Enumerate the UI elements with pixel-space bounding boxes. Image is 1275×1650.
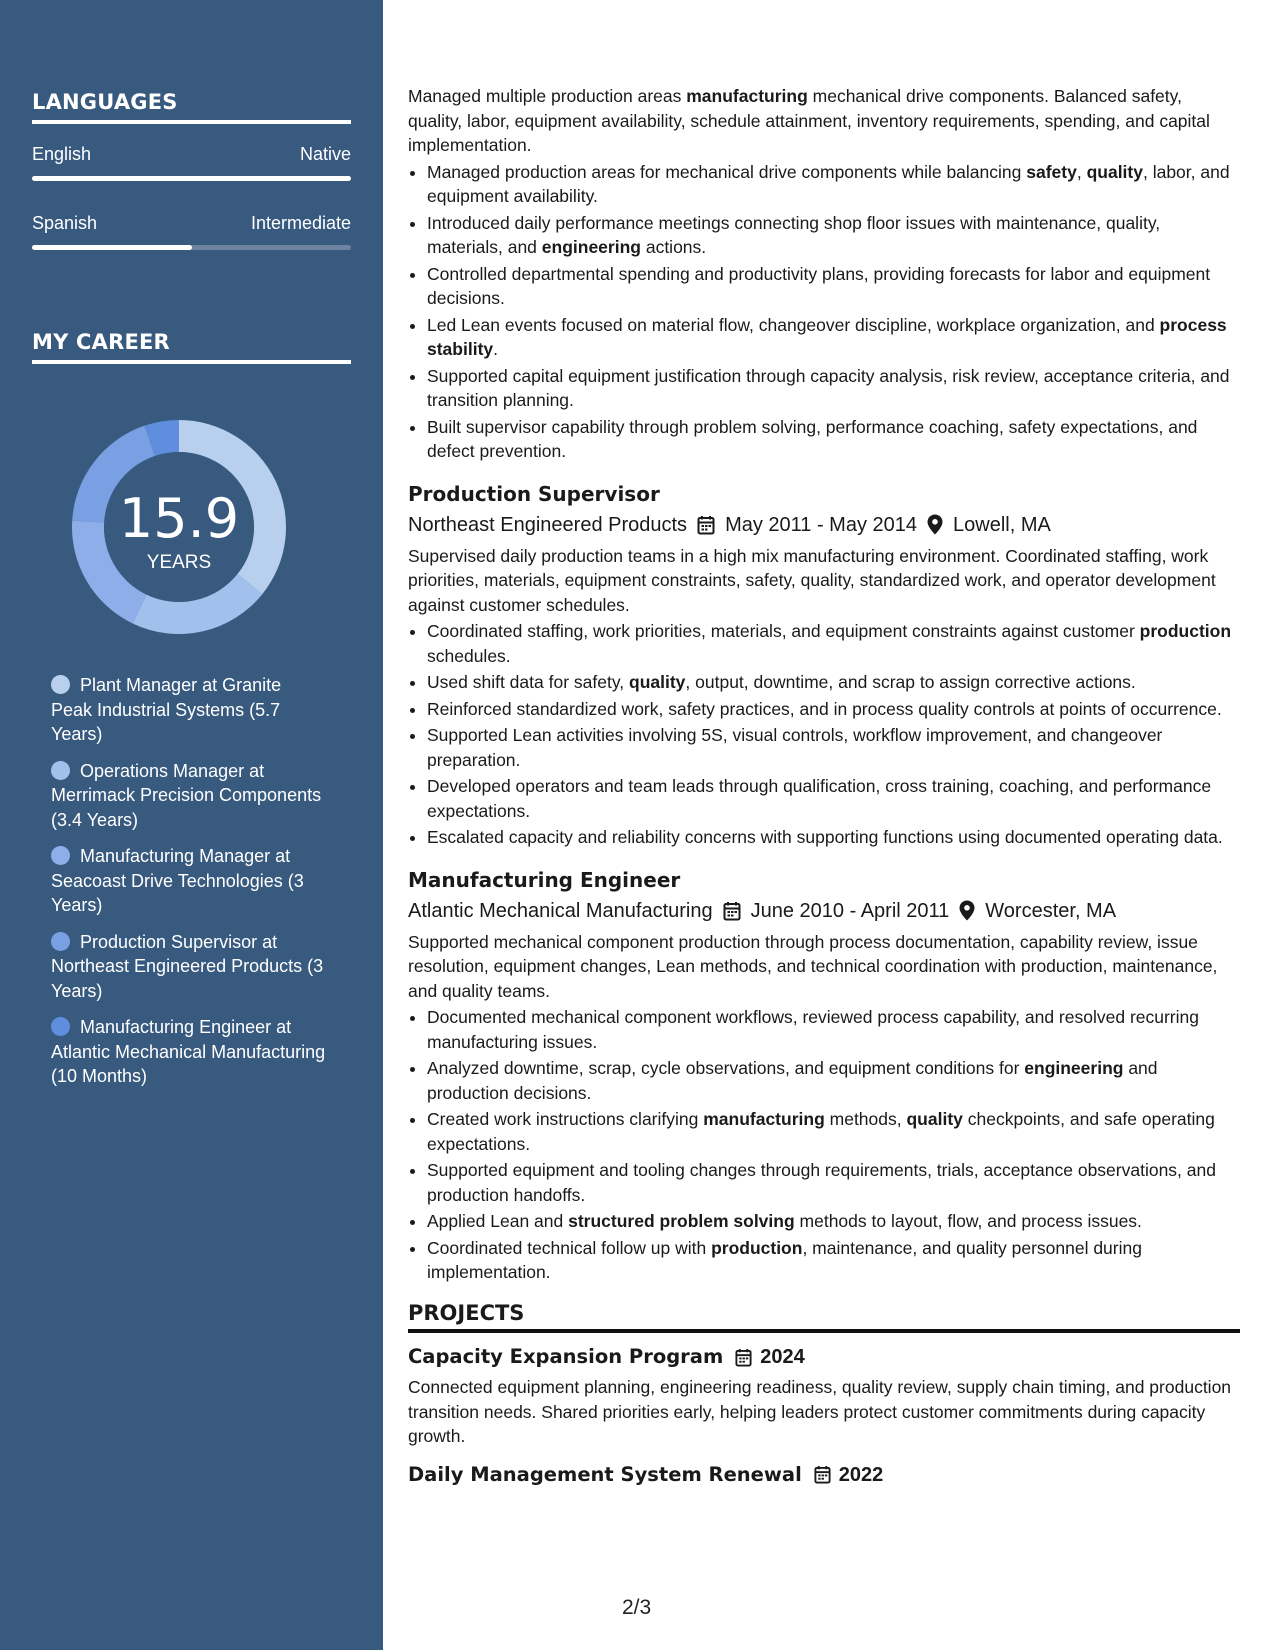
job-entry-production-supervisor bbox=[408, 480, 1240, 850]
bullet-item: • Controlled departmental spending and productivity plans, providing forecasts for labor and equipment decisions. bbox=[427, 262, 1240, 311]
sidebar bbox=[0, 0, 383, 1650]
bullet-item: • Applied Lean and structured problem solving methods to layout, flow, and process issues. bbox=[427, 1209, 1240, 1234]
language-level: Native bbox=[299, 144, 351, 164]
map-pin-icon bbox=[927, 514, 943, 535]
legend-dot bbox=[51, 846, 70, 865]
projects-heading: PROJECTS bbox=[408, 1301, 1240, 1334]
bullet-item: • Supported Lean activities involving 5S, visual controls, workflow improvement, and changeover preparation. bbox=[427, 723, 1240, 772]
career-legend-label: Operations Manager at Merrimack Precision Components (3.4 Years) bbox=[51, 760, 322, 830]
legend-dot bbox=[51, 761, 70, 780]
calendar-icon bbox=[723, 901, 741, 921]
bullet-item: • Used shift data for safety, quality, output, downtime, and scrap to assign corrective actions. bbox=[427, 670, 1240, 695]
job-summary: Supported mechanical component production through process documentation, capability review, issue resolution, equipment changes, Lean methods, and technical coordination with production, maintenance, and quality teams. bbox=[408, 931, 1218, 1001]
career-donut-chart bbox=[66, 414, 292, 640]
job-location: Worcester, MA bbox=[985, 899, 1117, 922]
bullet-item: • Analyzed downtime, scrap, cycle observations, and equipment conditions for engineering and production decisions. bbox=[427, 1056, 1240, 1105]
career-legend-label: Manufacturing Engineer at Atlantic Mechanical Manufacturing (10 Months) bbox=[51, 1017, 326, 1086]
job-bullets bbox=[408, 1005, 1240, 1285]
language-bar-fill bbox=[32, 176, 351, 181]
projects-section bbox=[408, 1301, 1240, 1489]
job-meta bbox=[408, 897, 1240, 925]
bullet-item: • Managed production areas for mechanical drive components while balancing safety, quality, labor, and equipment availability. bbox=[427, 160, 1240, 209]
job-location: Lowell, MA bbox=[953, 513, 1051, 536]
job-entry-plant-manager bbox=[408, 84, 1240, 464]
bullet-item: • Led Lean events focused on material flow, changeover discipline, workplace organization, and process stability. bbox=[427, 313, 1240, 362]
career-legend-item bbox=[51, 1015, 326, 1089]
bullet-item: • Developed operators and team leads through qualification, cross training, coaching, and performance expectations. bbox=[427, 774, 1240, 823]
project-title-row bbox=[408, 1343, 1240, 1371]
language-name: Spanish bbox=[32, 213, 98, 233]
legend-dot bbox=[51, 1017, 70, 1036]
project-year: 2022 bbox=[838, 1463, 884, 1486]
job-entry-manufacturing-engineer bbox=[408, 866, 1240, 1285]
job-bullets bbox=[408, 619, 1240, 850]
job-summary: Supervised daily production teams in a high mix manufacturing environment. Coordinated staffing, work priorities, materials, equipment constraints, safety, quality, standardized work, and operator development against customer schedules. bbox=[408, 545, 1216, 615]
career-legend-label: Production Supervisor at Northeast Engineered Products (3 Years) bbox=[51, 931, 324, 1001]
language-bar bbox=[32, 176, 351, 181]
job-dates: June 2010 - April 2011 bbox=[750, 899, 950, 922]
calendar-icon bbox=[697, 515, 715, 535]
project-year: 2024 bbox=[760, 1346, 805, 1368]
main-content bbox=[408, 84, 1240, 1489]
job-title: Manufacturing Engineer bbox=[408, 867, 681, 892]
bullet-item: • Reinforced standardized work, safety practices, and in process quality controls at points of occurrence. bbox=[427, 697, 1240, 722]
career-heading: MY CAREER bbox=[32, 330, 351, 364]
bullet-item: • Escalated capacity and reliability concerns with supporting functions using documented operating data. bbox=[427, 825, 1240, 850]
career-unit: YEARS bbox=[146, 552, 212, 573]
job-meta bbox=[408, 511, 1240, 539]
job-dates: May 2011 - May 2014 bbox=[725, 513, 918, 536]
career-legend bbox=[51, 673, 326, 1101]
bullet-item: • Supported capital equipment justification through capacity analysis, risk review, acceptance criteria, and transition planning. bbox=[427, 364, 1240, 413]
career-legend-item bbox=[51, 759, 326, 833]
career-total: 15.9 bbox=[118, 487, 240, 550]
page-number: 2/3 bbox=[622, 1596, 652, 1619]
project-title-row bbox=[408, 1461, 1240, 1489]
career-legend-label: Manufacturing Manager at Seacoast Drive Technologies (3 Years) bbox=[51, 846, 304, 915]
company-name: Atlantic Mechanical Manufacturing bbox=[408, 899, 713, 922]
project-title: Daily Management System Renewal bbox=[408, 1462, 802, 1486]
language-level: Intermediate bbox=[250, 213, 351, 233]
career-legend-item bbox=[51, 673, 326, 747]
job-title: Production Supervisor bbox=[408, 481, 660, 506]
bullet-item: • Coordinated staffing, work priorities, materials, and equipment constraints against customer production schedules. bbox=[427, 619, 1240, 668]
map-pin-icon bbox=[959, 900, 975, 921]
bullet-item: • Introduced daily performance meetings connecting shop floor issues with maintenance, quality, materials, and engineering actions. bbox=[427, 211, 1240, 260]
languages-heading: LANGUAGES bbox=[32, 90, 351, 124]
job-bullets bbox=[408, 160, 1240, 464]
calendar-icon bbox=[735, 1348, 752, 1367]
bullet-item: • Coordinated technical follow up with production, maintenance, and quality personnel during implementation. bbox=[427, 1236, 1240, 1285]
language-name: English bbox=[32, 144, 92, 164]
bullet-item: • Documented mechanical component workflows, reviewed process capability, and resolved recurring manufacturing issues. bbox=[427, 1005, 1240, 1054]
career-legend-item bbox=[51, 930, 326, 1004]
legend-dot bbox=[51, 932, 70, 951]
company-name: Northeast Engineered Products bbox=[408, 513, 688, 536]
bullet-item: • Created work instructions clarifying manufacturing methods, quality checkpoints, and safe operating expectations. bbox=[427, 1107, 1240, 1156]
project-title: Capacity Expansion Program bbox=[408, 1345, 724, 1368]
language-bar-fill bbox=[32, 245, 192, 250]
legend-dot bbox=[51, 675, 70, 694]
bullet-item: • Supported equipment and tooling changes through requirements, trials, acceptance observations, and production handoffs. bbox=[427, 1158, 1240, 1207]
career-legend-label: Plant Manager at Granite Peak Industrial Systems (5.7 Years) bbox=[51, 675, 282, 744]
job-summary: Managed multiple production areas manufacturing mechanical drive components. Balanced safety, quality, labor, equipment availability, schedule attainment, inventory requirements, spending, and capital implementation. bbox=[408, 86, 1210, 155]
project-description: Connected equipment planning, engineering readiness, quality review, supply chain timing, and production transition needs. Shared priorities early, helping leaders protect customer commitments during capacity growth. bbox=[408, 1377, 1232, 1446]
language-bar bbox=[32, 245, 351, 250]
bullet-item: • Built supervisor capability through problem solving, performance coaching, safety expectations, and defect prevention. bbox=[427, 415, 1240, 464]
calendar-icon bbox=[814, 1465, 831, 1484]
career-legend-item bbox=[51, 844, 326, 918]
